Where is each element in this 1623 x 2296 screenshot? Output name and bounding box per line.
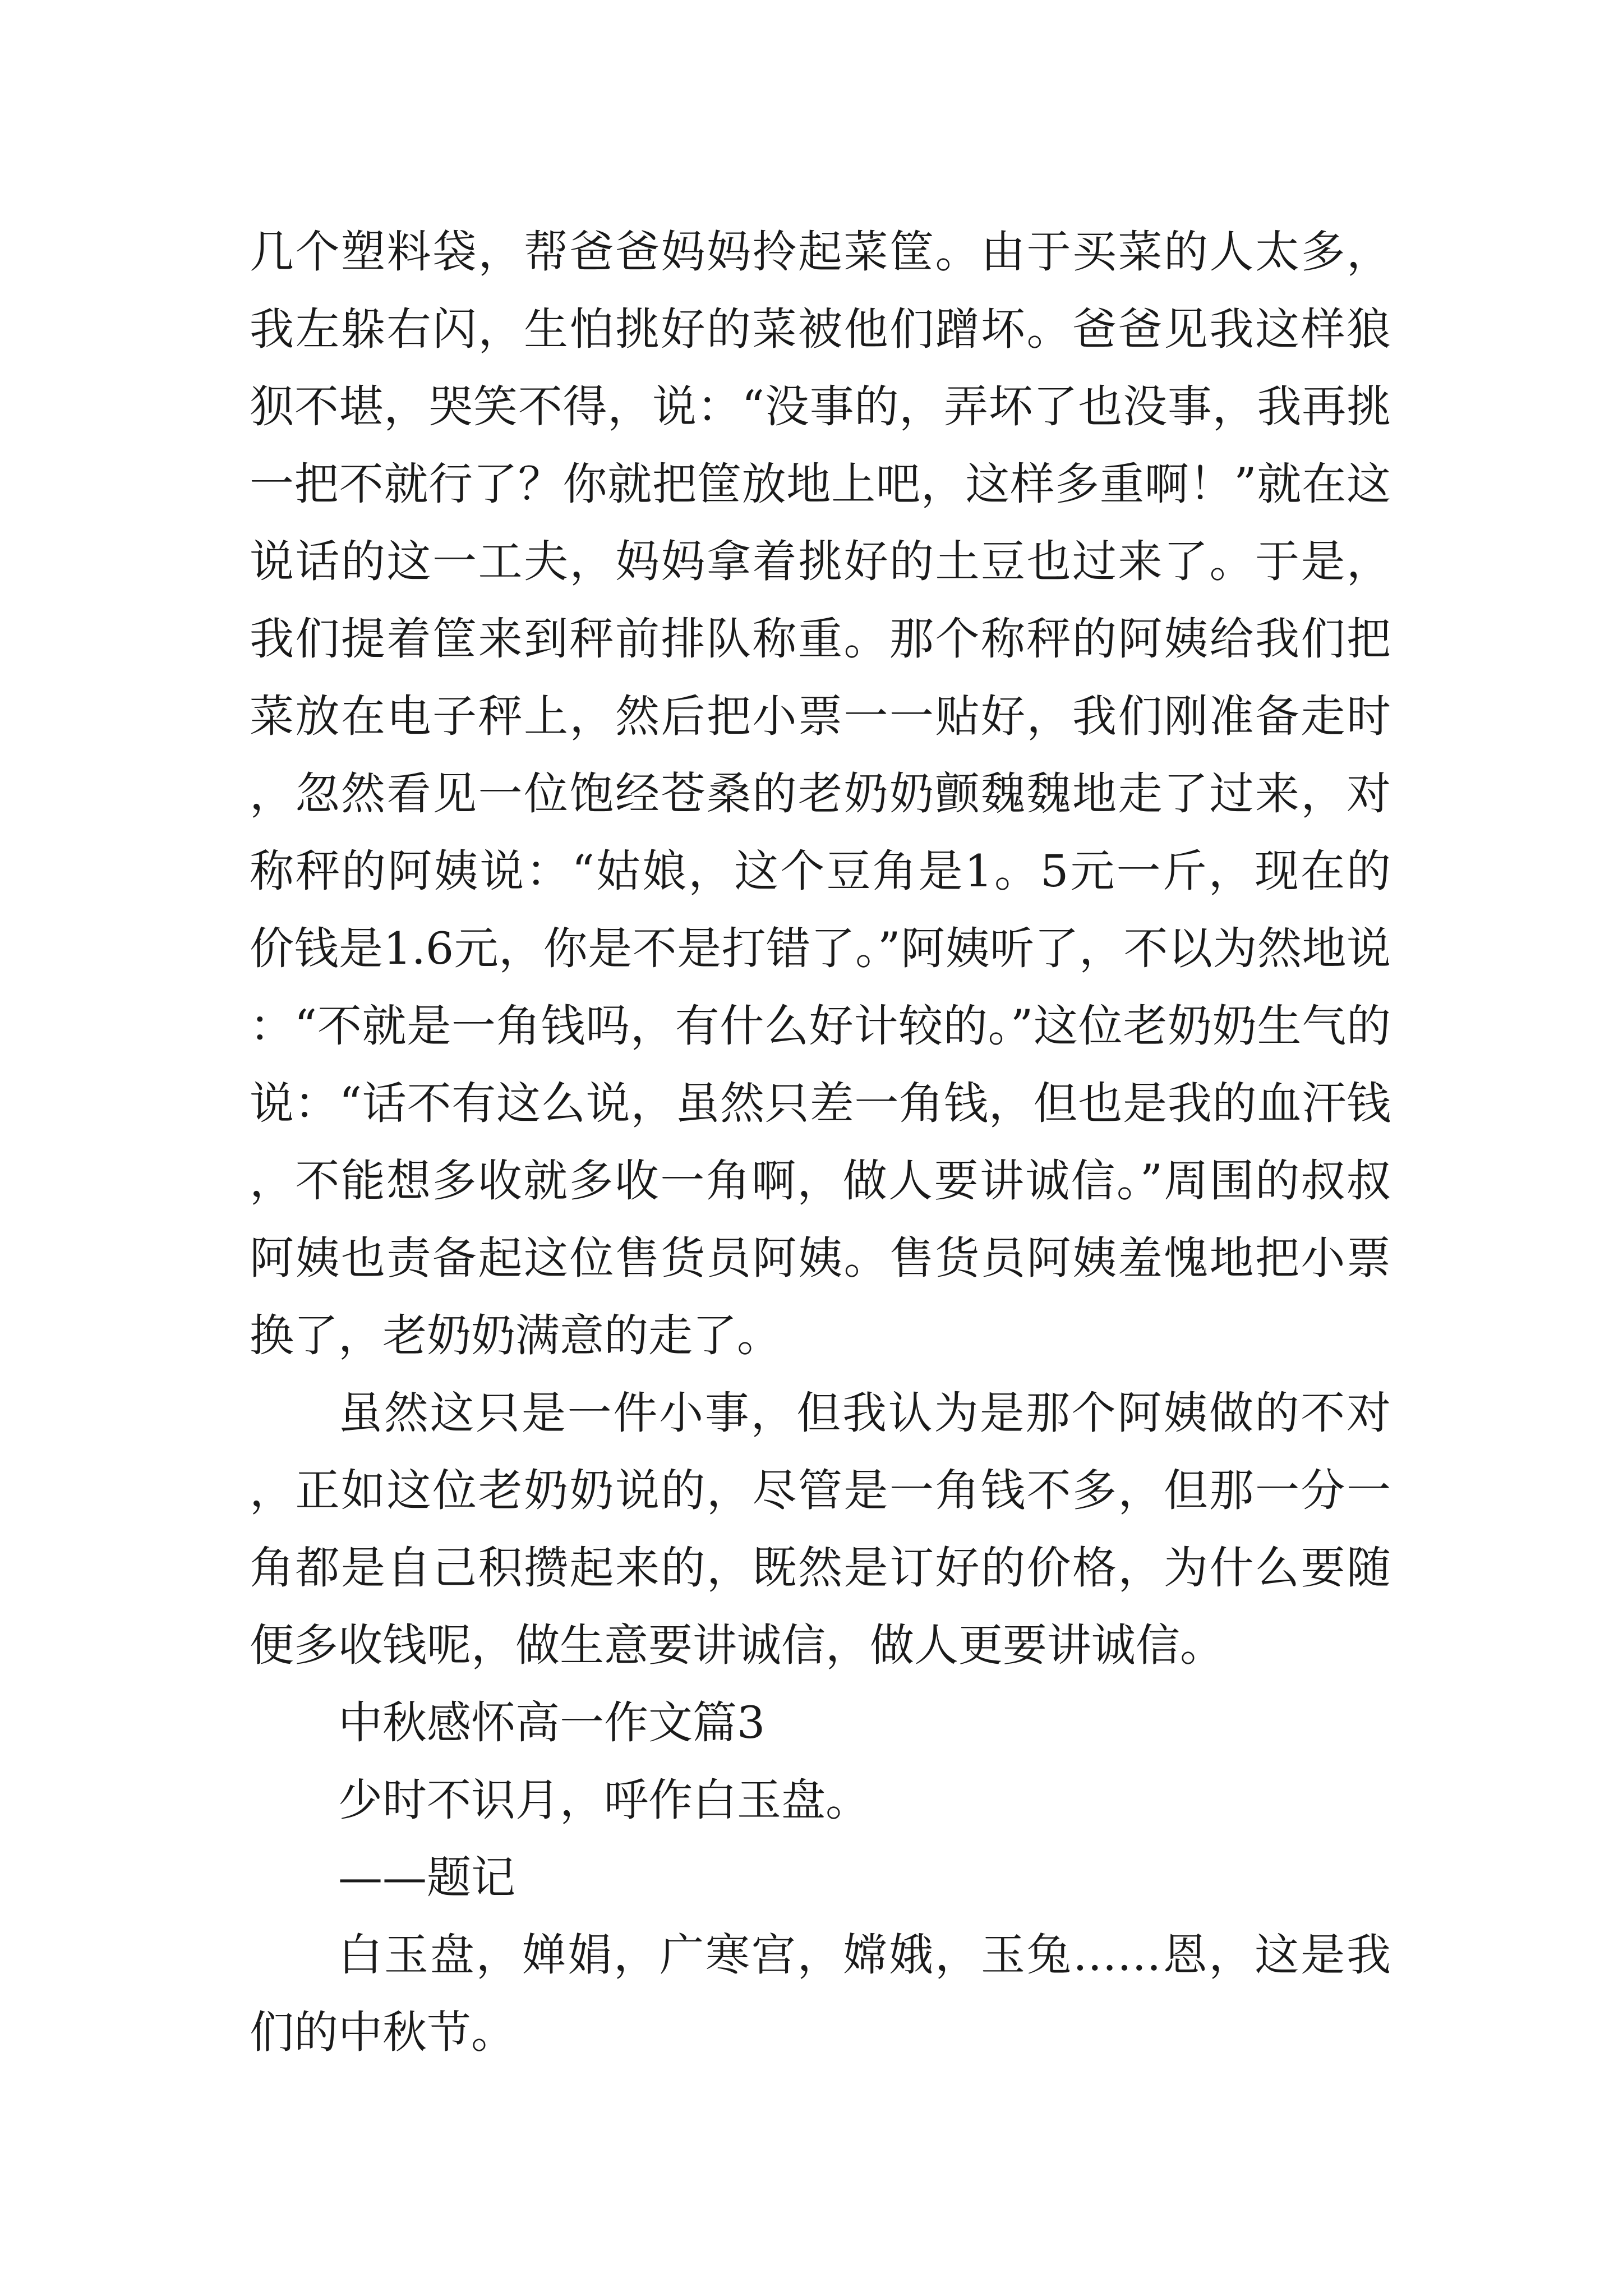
epigraph-line: 少时不识月，呼作白玉盘。 — [338, 1774, 870, 1826]
paragraph-3: 白玉盘，婵娟，广寒宫，嫦娥，玉兔……恩，这是我们的中秋节。 — [250, 1929, 1391, 2058]
paragraph-2: 虽然这只是一件小事，但我认为是那个阿姨做的不对，正如这位老奶奶说的，尽管是一角钱不多，但那一分一角都是自己积攒起来的，既然是订好的价格，为什么要随便多收钱呢，做生意要讲诚信，做人更要讲诚信。 — [250, 1387, 1391, 1671]
section-heading: 中秋感怀高一作文篇3 — [338, 1697, 766, 1749]
document-body — [250, 213, 1391, 2071]
epigraph-attribution: ——题记 — [338, 1852, 515, 1903]
paragraph-1: 几个塑料袋，帮爸爸妈妈拎起菜筐。由于买菜的人太多，我左躲右闪，生怕挑好的菜被他们蹭坏。爸爸见我这样狼狈不堪，哭笑不得，说：“没事的，弄坏了也没事，我再挑一把不就行了？你就把筐放地上吧，这样多重啊！”就在这说话的这一工夫，妈妈拿着挑好的土豆也过来了。于是，我们提着筐来到秤前排队称重。那个称秤的阿姨给我们把菜放在电子秤上，然后把小票一一贴好，我们刚准备走时，忽然看见一位饱经苍桑的老奶奶颤魏魏地走了过来，对称秤的阿姨说：“姑娘，这个豆角是1。5元一斤，现在的价钱是1.6元，你是不是打错了。”阿姨听了，不以为然地说：“不就是一角钱吗，有什么好计较的。”这位老奶奶生气的说：“话不有这么说，虽然只差一角钱，但也是我的血汗钱，不能想多收就多收一角啊，做人要讲诚信。”周围的叔叔阿姨也责备起这位售货员阿姨。售货员阿姨羞愧地把小票换了，老奶奶满意的走了。 — [250, 226, 1391, 1361]
